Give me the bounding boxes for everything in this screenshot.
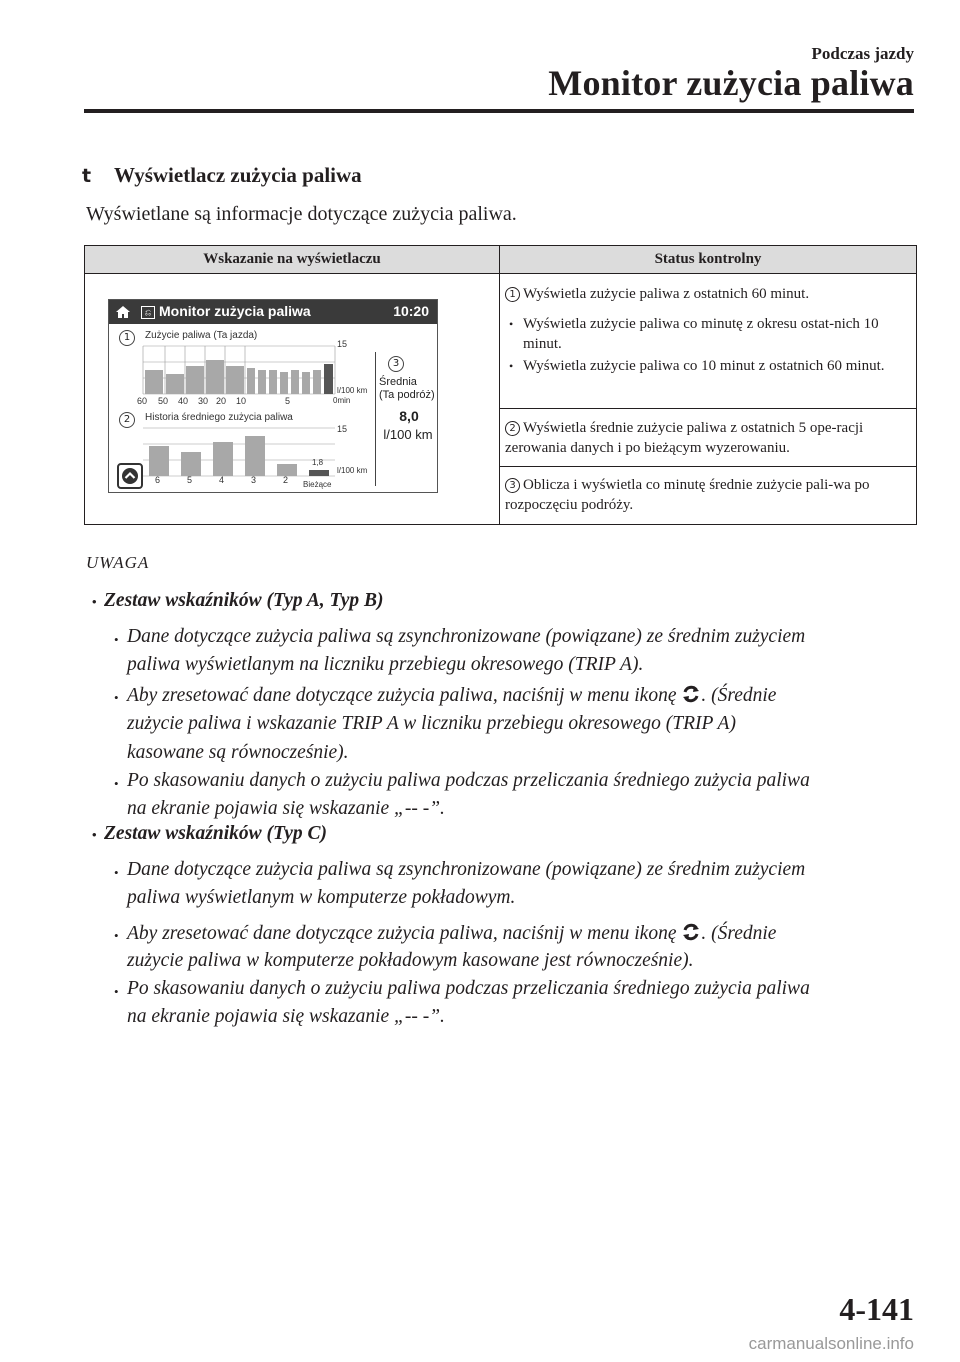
note-a2-cont2: kasowane są równocześnie).	[127, 742, 349, 763]
bullet: •	[114, 928, 119, 943]
chart2-current-label: Bieżące	[303, 480, 332, 489]
table-divider	[499, 273, 500, 524]
section-bullet: t	[82, 165, 92, 187]
table-header-display: Wskazanie na wyświetlaczu	[85, 246, 500, 274]
table-row-divider	[500, 408, 916, 409]
row1-content	[505, 284, 911, 376]
row1-bullet-1: • Wyświetla zużycie paliwa co minutę z okresu ostat-nich 10 minut.	[505, 314, 911, 354]
chart2-unit: l/100 km	[337, 466, 368, 475]
note-group-a: • Zestaw wskaźników (Typ A, Typ B)	[92, 590, 384, 611]
row2-text: Wyświetla średnie zużycie paliwa z ostatnich 5 ope-racji zerowania danych i po bieżącym wyzerowaniu.	[505, 420, 864, 456]
fuel-monitor-screen	[108, 299, 438, 493]
chart1-tick: 30	[198, 396, 209, 406]
chart2-tick: 4	[219, 475, 225, 485]
callout-2: 2	[505, 421, 520, 436]
callout-3: 3	[505, 478, 520, 493]
note-a1: Dane dotyczące zużycia paliwa są zsynchronizowane (powiązane) ze średnim zużyciem	[127, 626, 806, 647]
watermark: carmanualsonline.info	[748, 1334, 914, 1353]
note-c1-cont: paliwa wyświetlanym w komputerze pokładowym.	[127, 887, 516, 908]
avg-sub: (Ta podróż)	[379, 389, 435, 401]
section-intro: Wyświetlane są informacje dotyczące zużycia paliwa.	[86, 203, 517, 225]
page-title: Monitor zużycia paliwa	[548, 63, 914, 103]
table-row-divider	[500, 466, 916, 467]
chart1-label: Zużycie paliwa (Ta jazda)	[145, 330, 258, 341]
row3-text: Oblicza i wyświetla co minutę średnie zużycie pali-wa po rozpoczęciu podróży.	[505, 477, 870, 513]
chart2-tick: 3	[251, 475, 257, 485]
chart1-tick: 40	[178, 396, 189, 406]
note-a3-cont: na ekranie pojawia się wskazanie „-- -”.	[127, 798, 445, 819]
note-a1-cont: paliwa wyświetlanym na liczniku przebiegu okresowego (TRIP A).	[127, 654, 644, 675]
bullet: •	[114, 776, 119, 791]
screen-divider	[375, 352, 376, 486]
page-number: 4-141	[839, 1291, 914, 1327]
bullet: •	[114, 865, 119, 880]
screen-title: Monitor zużycia paliwa	[159, 303, 311, 319]
table-header-status: Status kontrolny	[500, 246, 916, 274]
chart1-tick: 20	[216, 396, 227, 406]
chart1-unit: l/100 km	[337, 386, 368, 395]
bullet: •	[114, 632, 119, 647]
chart2-scale-top: 15	[337, 424, 348, 434]
screen-clock: 10:20	[393, 303, 429, 319]
note-c3-cont: na ekranie pojawia się wskazanie „-- -”.	[127, 1006, 445, 1027]
callout-2: 2	[119, 412, 135, 428]
info-table	[84, 245, 917, 525]
section-title: Wyświetlacz zużycia paliwa	[114, 163, 362, 187]
note-c1: Dane dotyczące zużycia paliwa są zsynchronizowane (powiązane) ze średnim zużyciem	[127, 859, 806, 880]
callout-3: 3	[388, 356, 404, 372]
avg-value: 8,0	[399, 408, 419, 424]
back-icon: ⎌	[141, 306, 155, 319]
chart2-current-value: 1,8	[312, 458, 324, 467]
up-chevron-icon	[117, 463, 143, 489]
bullet: •	[114, 690, 119, 705]
chart1-tick: 10	[236, 396, 247, 406]
chart1-tick: 5	[285, 396, 291, 406]
note-a2: Aby zresetować dane dotyczące zużycia paliwa, naciśnij w menu ikonę . (Średnie	[127, 685, 777, 706]
note-a2-cont: zużycie paliwa i wskazanie TRIP A w liczniku przebiegu okresowego (TRIP A)	[127, 713, 736, 734]
row3-content	[505, 475, 911, 515]
header-rule	[84, 109, 914, 113]
chart2-tick: 5	[187, 475, 193, 485]
avg-label: Średnia	[379, 376, 417, 388]
avg-unit: l/100 km	[383, 427, 433, 442]
header-section: Podczas jazdy	[811, 44, 914, 63]
note-c2-cont: zużycie paliwa w komputerze pokładowym kasowane jest równocześnie).	[127, 950, 694, 971]
note-a3: Po skasowaniu danych o zużyciu paliwa podczas przeliczania średniego zużycia paliwa	[127, 770, 810, 791]
chart1-tick: 50	[158, 396, 169, 406]
callout-1: 1	[119, 330, 135, 346]
refresh-icon	[681, 684, 701, 704]
note-heading: UWAGA	[86, 553, 150, 572]
note-c2: Aby zresetować dane dotyczące zużycia paliwa, naciśnij w menu ikonę . (Średnie	[127, 923, 777, 944]
row1-text: Wyświetla zużycie paliwa z ostatnich 60 minut.	[523, 286, 810, 302]
chart2-tick: 6	[155, 475, 161, 485]
callout-1: 1	[505, 287, 520, 302]
chart1-zero: 0min	[333, 396, 351, 405]
row1-bullet-2: • Wyświetla zużycie paliwa co 10 minut z ostatnich 60 minut.	[505, 356, 911, 376]
refresh-icon	[681, 922, 701, 942]
chart1-scale-top: 15	[337, 339, 348, 349]
chart2-tick: 2	[283, 475, 289, 485]
bullet: •	[114, 984, 119, 999]
row2-content	[505, 418, 911, 458]
chart2-label: Historia średniego zużycia paliwa	[145, 412, 293, 423]
chart1-tick: 60	[137, 396, 148, 406]
note-group-c: • Zestaw wskaźników (Typ C)	[92, 823, 327, 844]
note-c3: Po skasowaniu danych o zużyciu paliwa podczas przeliczania średniego zużycia paliwa	[127, 978, 810, 999]
